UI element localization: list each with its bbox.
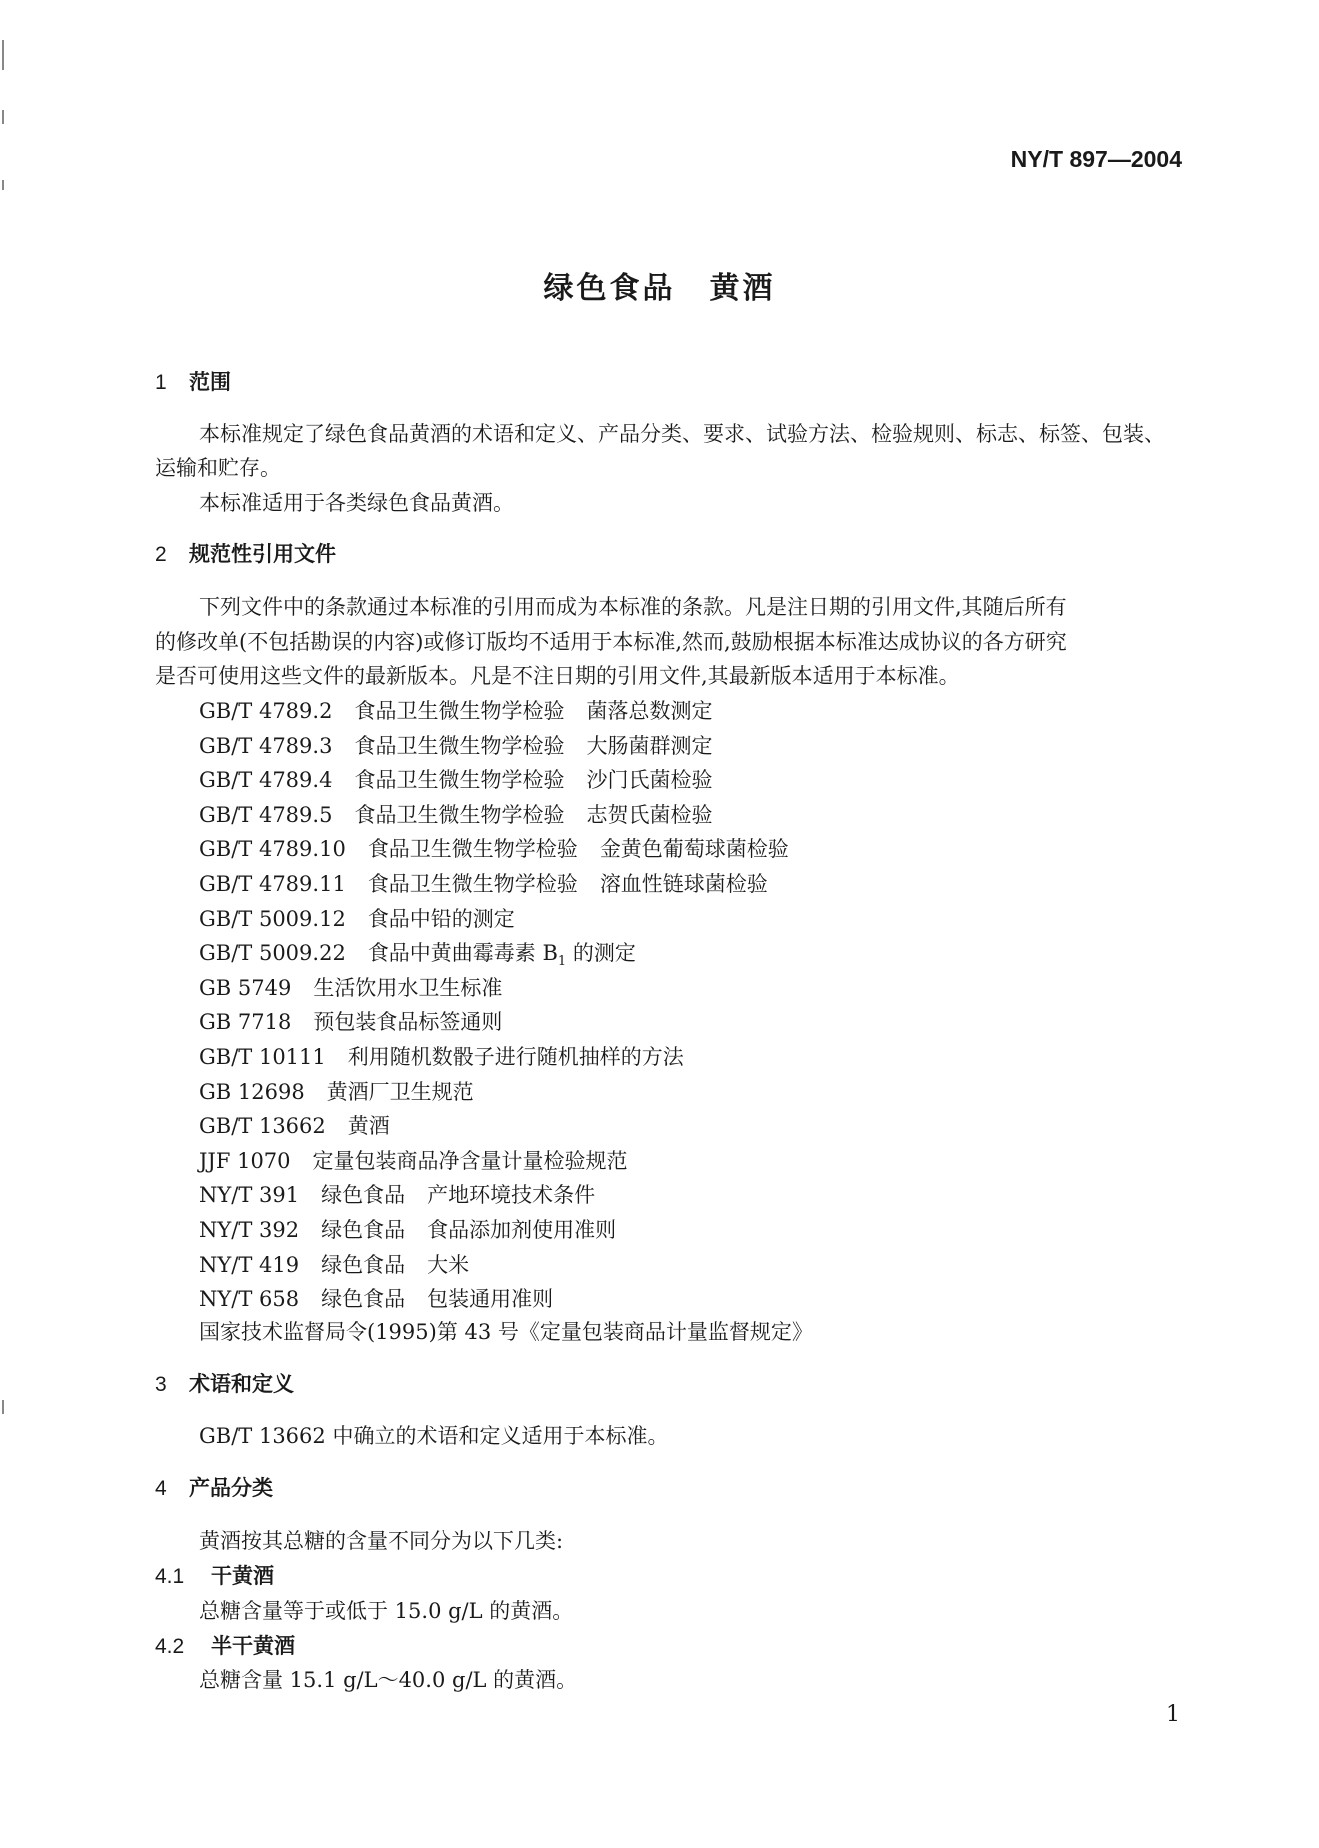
title-part-1: 绿色食品	[543, 271, 676, 306]
reference-subtitle: 大肠菌群测定	[586, 734, 713, 758]
reference-title: 食品中铅的测定	[367, 907, 515, 931]
reference-title: 绿色食品	[321, 1218, 406, 1242]
reference-item	[199, 1249, 469, 1279]
scan-mark	[2, 40, 4, 70]
subsection-heading-4-1	[155, 1560, 274, 1590]
scan-mark	[2, 110, 4, 124]
section-heading-3	[155, 1368, 294, 1398]
scan-mark	[2, 180, 4, 190]
reference-item	[199, 833, 789, 863]
reference-item	[199, 1179, 595, 1209]
reference-title: 预包装食品标签通则	[313, 1010, 503, 1034]
section-heading-2	[155, 538, 336, 568]
reference-subtitle: 金黄色葡萄球菌检验	[599, 837, 789, 861]
section-number: 2	[155, 543, 167, 566]
paragraph: 是否可使用这些文件的最新版本。凡是不注日期的引用文件,其最新版本适用于本标准。	[155, 664, 960, 688]
reference-code: GB/T 4789.10	[199, 837, 346, 861]
document-title	[0, 263, 1319, 307]
section-number: 4	[155, 1477, 167, 1500]
reference-item	[199, 868, 768, 898]
subsection-title: 干黄酒	[211, 1564, 274, 1588]
reference-item	[199, 1110, 390, 1140]
reference-title-suffix: 的测定	[566, 941, 636, 965]
reference-title: 定量包装商品净含量计量检验规范	[312, 1149, 628, 1173]
section-title: 产品分类	[189, 1476, 273, 1500]
paragraph: 下列文件中的条款通过本标准的引用而成为本标准的条款。凡是注日期的引用文件,其随后所有	[199, 595, 1067, 619]
reference-title: 黄酒	[347, 1114, 390, 1138]
reference-item	[199, 937, 636, 969]
reference-subtitle: 包装通用准则	[427, 1287, 554, 1311]
reference-title: 生活饮用水卫生标准	[313, 976, 503, 1000]
reference-item	[199, 1214, 616, 1244]
reference-code: GB 12698	[199, 1080, 305, 1104]
reference-subscript: 1	[557, 954, 567, 970]
reference-code: GB 7718	[199, 1010, 292, 1034]
paragraph: 的修改单(不包括勘误的内容)或修订版均不适用于本标准,然而,鼓励根据本标准达成协议的各方研究	[155, 630, 1067, 654]
section-heading-1	[155, 366, 231, 396]
reference-title: 食品中黄曲霉毒素 B	[367, 941, 558, 965]
section-number: 1	[155, 371, 167, 394]
reference-code: GB/T 4789.4	[199, 768, 333, 792]
reference-item	[199, 903, 515, 933]
paragraph: 运输和贮存。	[155, 456, 281, 480]
reference-code: GB/T 5009.22	[199, 941, 346, 965]
reference-title: 利用随机数骰子进行随机抽样的方法	[347, 1045, 684, 1069]
section-title: 范围	[189, 370, 231, 394]
reference-subtitle: 沙门氏菌检验	[586, 768, 713, 792]
reference-title: 食品卫生微生物学检验	[354, 734, 565, 758]
paragraph: 本标准规定了绿色食品黄酒的术语和定义、产品分类、要求、试验方法、检验规则、标志、标签、包装、	[199, 422, 1165, 446]
reference-code: GB 5749	[199, 976, 292, 1000]
subsection-number: 4.2	[155, 1635, 185, 1658]
reference-item	[199, 695, 712, 725]
reference-code: GB/T 5009.12	[199, 907, 346, 931]
subsection-number: 4.1	[155, 1565, 185, 1588]
reference-item	[199, 972, 502, 1002]
reference-code: NY/T 391	[199, 1183, 300, 1207]
reference-title: 食品卫生微生物学检验	[354, 768, 565, 792]
reference-item	[199, 1145, 628, 1175]
reference-code: GB/T 4789.5	[199, 803, 333, 827]
reference-subtitle: 食品添加剂使用准则	[427, 1218, 617, 1242]
page-number: 1	[1166, 1702, 1180, 1727]
reference-code: GB/T 4789.2	[199, 699, 333, 723]
section-title: 术语和定义	[189, 1372, 294, 1396]
reference-title: 绿色食品	[321, 1253, 406, 1277]
reference-title: 绿色食品	[321, 1183, 406, 1207]
subsection-heading-4-2	[155, 1630, 295, 1660]
reference-code: NY/T 658	[199, 1287, 300, 1311]
reference-code: JJF 1070	[199, 1149, 291, 1173]
reference-subtitle: 志贺氏菌检验	[586, 803, 713, 827]
reference-item	[199, 1283, 553, 1313]
reference-title: 食品卫生微生物学检验	[367, 837, 578, 861]
title-part-2: 黄酒	[709, 271, 776, 306]
subsection-title: 半干黄酒	[211, 1634, 295, 1658]
reference-code: NY/T 419	[199, 1253, 300, 1277]
reference-subtitle: 产地环境技术条件	[427, 1183, 596, 1207]
section-title: 规范性引用文件	[189, 542, 336, 566]
section-number: 3	[155, 1373, 167, 1396]
reference-item	[199, 1006, 502, 1036]
paragraph: 总糖含量 15.1 g/L～40.0 g/L 的黄酒。	[199, 1668, 578, 1692]
reference-item	[199, 764, 712, 794]
reference-item	[199, 799, 712, 829]
reference-code: GB/T 4789.11	[199, 872, 346, 896]
reference-title: 食品卫生微生物学检验	[367, 872, 578, 896]
paragraph: GB/T 13662 中确立的术语和定义适用于本标准。	[199, 1424, 669, 1448]
paragraph: 总糖含量等于或低于 15.0 g/L 的黄酒。	[199, 1599, 574, 1623]
reference-title: 食品卫生微生物学检验	[354, 803, 565, 827]
reference-code: GB/T 4789.3	[199, 734, 333, 758]
reference-subtitle: 菌落总数测定	[586, 699, 713, 723]
reference-code: NY/T 392	[199, 1218, 300, 1242]
section-heading-4	[155, 1472, 273, 1502]
reference-title: 黄酒厂卫生规范	[326, 1080, 474, 1104]
reference-subtitle: 大米	[427, 1253, 470, 1277]
reference-item: 国家技术监督局令(1995)第 43 号《定量包装商品计量监督规定》	[199, 1320, 813, 1344]
paragraph: 黄酒按其总糖的含量不同分为以下几类:	[199, 1529, 564, 1553]
paragraph: 本标准适用于各类绿色食品黄酒。	[199, 491, 514, 515]
scan-mark	[2, 1400, 4, 1414]
reference-item	[199, 1076, 474, 1106]
reference-item	[199, 730, 712, 760]
standard-code: NY/T 897—2004	[1010, 146, 1182, 172]
reference-code: GB/T 10111	[199, 1045, 326, 1069]
reference-title: 绿色食品	[321, 1287, 406, 1311]
reference-item	[199, 1041, 684, 1071]
reference-code: GB/T 13662	[199, 1114, 326, 1138]
reference-title: 食品卫生微生物学检验	[354, 699, 565, 723]
reference-subtitle: 溶血性链球菌检验	[599, 872, 768, 896]
